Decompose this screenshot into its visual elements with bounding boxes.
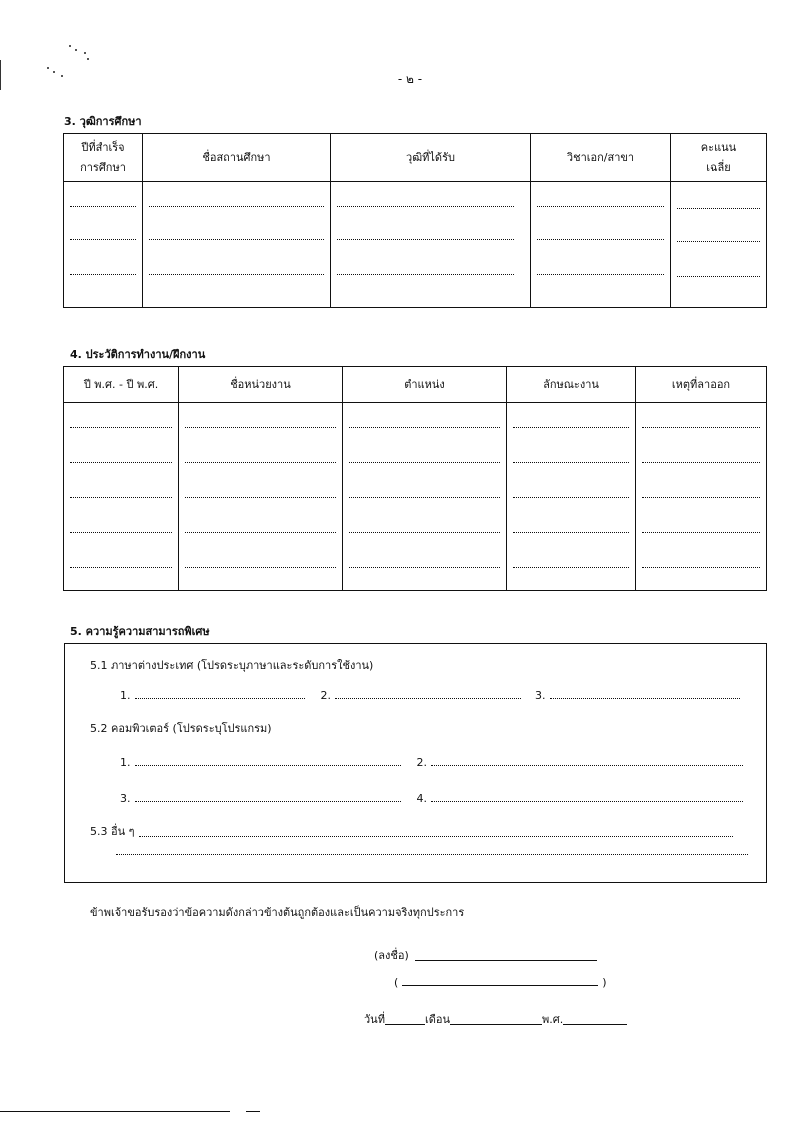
language-field-1[interactable]	[135, 698, 305, 699]
skills-section-title: 5. ความรู้ความสามารถพิเศษ	[70, 625, 210, 638]
language-item-2-label: 2.	[320, 689, 331, 702]
printed-name-paren-close: )	[602, 976, 607, 989]
education-col-degree: วุฒิที่ได้รับ	[331, 134, 531, 182]
education-year-cells[interactable]	[64, 182, 143, 308]
computer-field-2[interactable]	[431, 765, 743, 766]
education-major-cells[interactable]	[531, 182, 671, 308]
printed-name-line[interactable]	[402, 985, 598, 986]
scan-edge-mark	[0, 60, 1, 90]
printed-name-row	[394, 976, 607, 989]
work-section-title: 4. ประวัติการทำงาน/ฝึกงาน	[70, 348, 206, 361]
language-row	[120, 689, 750, 702]
certification-statement: ข้าพเจ้าขอรับรองว่าข้อความดังกล่าวข้างต้นถูกต้องและเป็นความจริงทุกประการ	[90, 906, 465, 919]
year-field[interactable]	[563, 1024, 627, 1025]
computer-field-4[interactable]	[431, 801, 743, 802]
other-row-2	[116, 854, 752, 858]
work-col-organization: ชื่อหน่วยงาน	[179, 367, 343, 403]
education-section-title: 3. วุฒิการศึกษา	[64, 115, 142, 128]
work-col-leave-reason: เหตุที่ลาออก	[636, 367, 767, 403]
education-col-year: ปีที่สำเร็จ การศึกษา	[64, 134, 143, 182]
language-label: 5.1 ภาษาต่างประเทศ (โปรดระบุภาษาและระดับการใช้งาน)	[90, 659, 374, 672]
computer-row-2	[120, 792, 750, 805]
work-organization-cells[interactable]	[179, 403, 343, 591]
work-position-cells[interactable]	[343, 403, 507, 591]
day-label: วันที่	[364, 1013, 385, 1026]
computer-item-4-label: 4.	[416, 792, 427, 805]
education-institution-cells[interactable]	[143, 182, 331, 308]
work-leave-reason-cells[interactable]	[636, 403, 767, 591]
computer-item-3-label: 3.	[120, 792, 131, 805]
language-item-1-label: 1.	[120, 689, 131, 702]
language-field-2[interactable]	[335, 698, 521, 699]
month-label: เดือน	[424, 1013, 450, 1026]
footer-rule-dash	[246, 1111, 260, 1112]
other-row	[90, 822, 750, 840]
computer-row-1	[120, 756, 750, 769]
other-label: 5.3 อื่น ๆ	[90, 825, 135, 838]
computer-label: 5.2 คอมพิวเตอร์ (โปรดระบุโปรแกรม)	[90, 722, 272, 735]
printed-name-paren-open: (	[394, 976, 399, 989]
work-col-position: ตำแหน่ง	[343, 367, 507, 403]
education-table	[63, 133, 767, 308]
work-table	[63, 366, 767, 591]
education-col-gpa: คะแนน เฉลี่ย	[671, 134, 767, 182]
work-job-type-cells[interactable]	[507, 403, 636, 591]
education-col-institution: ชื่อสถานศึกษา	[143, 134, 331, 182]
computer-field-1[interactable]	[135, 765, 401, 766]
computer-item-2-label: 2.	[416, 756, 427, 769]
education-degree-cells[interactable]	[331, 182, 531, 308]
education-gpa-cells[interactable]	[671, 182, 767, 308]
computer-item-1-label: 1.	[120, 756, 131, 769]
date-row	[364, 1010, 627, 1028]
work-col-years: ปี พ.ศ. - ปี พ.ศ.	[64, 367, 179, 403]
language-item-3-label: 3.	[535, 689, 546, 702]
signature-label: (ลงชื่อ)	[374, 949, 409, 962]
work-col-job-type: ลักษณะงาน	[507, 367, 636, 403]
other-field-2[interactable]	[116, 854, 748, 855]
work-years-cells[interactable]	[64, 403, 179, 591]
month-field[interactable]	[450, 1024, 542, 1025]
footer-rule	[0, 1111, 230, 1112]
signature-line[interactable]	[415, 960, 597, 961]
other-field-1[interactable]	[139, 836, 733, 837]
signature-row	[374, 946, 597, 964]
language-field-3[interactable]	[550, 698, 740, 699]
computer-field-3[interactable]	[135, 801, 401, 802]
scan-specks	[40, 40, 100, 80]
year-label: พ.ศ.	[541, 1013, 564, 1026]
page-number: - ๒ -	[397, 72, 423, 86]
day-field[interactable]	[385, 1024, 425, 1025]
education-col-major: วิชาเอก/สาขา	[531, 134, 671, 182]
